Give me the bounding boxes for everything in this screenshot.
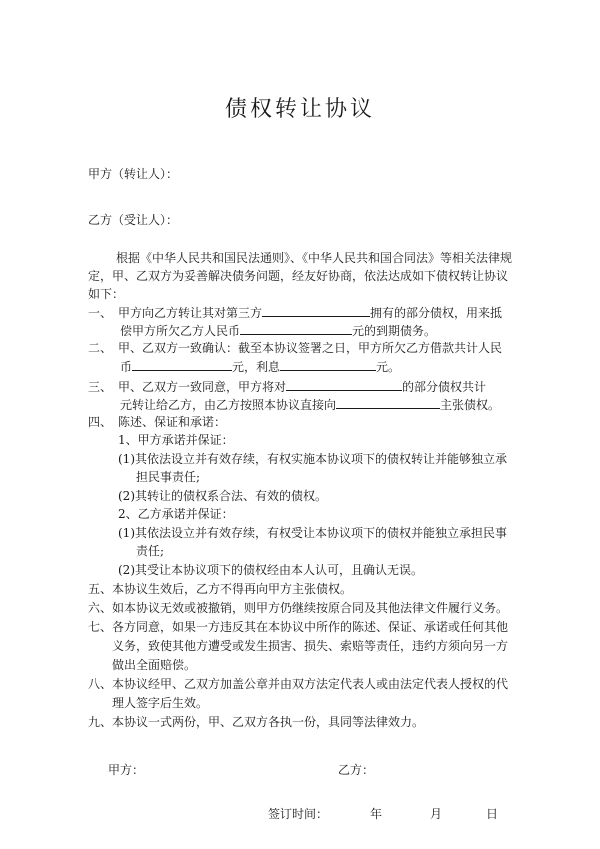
signing-year: 年 bbox=[370, 807, 383, 821]
clause-2-text-c: 元，利息 bbox=[232, 360, 281, 374]
clause-7-text-1: 各方同意，如果一方违反其在本协议中所作的陈述、保证、承诺或任何其他 bbox=[112, 620, 509, 634]
clause-4-heading bbox=[88, 414, 226, 430]
clause-7-line-2: 义务，致使其他方遭受或发生损害、损失、索赔等责任，违约方须向另一方 bbox=[112, 639, 509, 653]
clause-2-line-1 bbox=[88, 340, 502, 356]
signing-month: 月 bbox=[430, 807, 443, 821]
party-b-warranty-1-line-1: (1)其依法设立并有效存续，有权受让本协议项下的债权并能独立承担民事 bbox=[118, 526, 508, 540]
clause-3-text-a: 甲、乙双方一致同意，甲方将对 bbox=[118, 380, 287, 394]
clause-2-line-2 bbox=[120, 358, 400, 375]
signature-party-a: 甲方： bbox=[108, 763, 145, 777]
clause-1-text-a: 甲方向乙方转让其对第三方 bbox=[118, 306, 263, 320]
clause-1-text-b: 拥有的部分债权，用来抵 bbox=[370, 306, 503, 320]
signing-date-label: 签订时间： bbox=[268, 807, 329, 821]
clause-9 bbox=[88, 714, 424, 730]
clause-6-text: 如本协议无效或被撤销，则甲方仍继续按原合同及其他法律文件履行义务。 bbox=[112, 601, 509, 615]
clause-2-number: 二、 bbox=[88, 341, 113, 355]
party-b-warranty-1-line-2: 责任; bbox=[136, 544, 165, 558]
clause-3-text-b: 的部分债权共计 bbox=[402, 380, 487, 394]
signing-day: 日 bbox=[486, 807, 499, 821]
loan-amount-blank[interactable] bbox=[132, 358, 232, 371]
clause-1-number: 一、 bbox=[88, 306, 113, 320]
interest-amount-blank[interactable] bbox=[280, 358, 376, 371]
clause-4-number: 四、 bbox=[88, 415, 113, 429]
clause-7-number: 七、 bbox=[88, 620, 113, 634]
clause-8-text-1: 本协议经甲、乙双方加盖公章并由双方法定代表人或由法定代表人授权的代 bbox=[112, 677, 509, 691]
clause-1-text-c: 偿甲方所欠乙方人民币 bbox=[120, 324, 241, 338]
clause-3-text-d: 主张债权。 bbox=[440, 398, 501, 412]
party-b-warranty-2: (2)其受让本协议项下的债权经由本人认可，且确认无误。 bbox=[118, 563, 424, 577]
clause-1-line-2 bbox=[120, 322, 436, 339]
clause-3-number: 三、 bbox=[88, 380, 113, 394]
clause-8-line-2: 理人签字后生效。 bbox=[112, 696, 209, 710]
party-a-warranty-1-line-2: 担民事责任; bbox=[136, 470, 201, 484]
clause-7-line-1 bbox=[88, 619, 508, 635]
clause-3-line-1 bbox=[88, 378, 486, 395]
party-a-label: 甲方（转让人）： bbox=[88, 167, 179, 181]
clause-6-number: 六、 bbox=[88, 601, 113, 615]
clause-5 bbox=[88, 581, 352, 597]
third-party-blank[interactable] bbox=[262, 304, 370, 317]
debtor-blank[interactable] bbox=[286, 378, 402, 391]
preamble-line-1: 根据《中华人民共和国民法通则》、《中华人民共和国合同法》等相关法律规 bbox=[116, 251, 513, 265]
clause-2-text-b: 币 bbox=[120, 360, 133, 374]
clause-3-text-c: 元转让给乙方，由乙方按照本协议直接向 bbox=[120, 398, 337, 412]
party-a-warranty-2: (2)其转让的债权系合法、有效的债权。 bbox=[118, 489, 327, 503]
preamble-line-2: 定，甲、乙双方为妥善解决债务问题，经友好协商，依法达成如下债权转让协议 bbox=[88, 269, 509, 283]
party-a-warranty-heading: 1、甲方承诺并保证： bbox=[118, 433, 234, 447]
preamble-line-3: 如下： bbox=[88, 287, 125, 301]
party-b-warranty-heading: 2、乙方承诺并保证： bbox=[118, 507, 234, 521]
clause-8-line-1 bbox=[88, 676, 508, 692]
party-a-warranty-1-line-1: (1)其依法设立并有效存续，有权实施本协议项下的债权转让并能够独立承 bbox=[118, 452, 508, 466]
clause-5-number: 五、 bbox=[88, 582, 113, 596]
clause-1-text-d: 元的到期债务。 bbox=[352, 324, 437, 338]
clause-7-line-3: 做出全面赔偿。 bbox=[112, 658, 197, 672]
clause-2-text-a: 甲、乙双方一致确认：截至本协议签署之日，甲方所欠乙方借款共计人民 bbox=[118, 341, 503, 355]
party-b-label: 乙方（受让人）： bbox=[88, 213, 179, 227]
clause-6 bbox=[88, 600, 508, 616]
clause-2-text-d: 元。 bbox=[376, 360, 401, 374]
clause-4-heading-text: 陈述、保证和承诺： bbox=[118, 415, 227, 429]
claim-target-blank[interactable] bbox=[336, 396, 440, 409]
clause-8-number: 八、 bbox=[88, 677, 113, 691]
signature-party-b: 乙方： bbox=[338, 763, 375, 777]
clause-9-number: 九、 bbox=[88, 715, 113, 729]
clause-5-text: 本协议生效后，乙方不得再向甲方主张债权。 bbox=[112, 582, 353, 596]
clause-3-line-2 bbox=[120, 396, 500, 413]
document-title: 债权转让协议 bbox=[224, 97, 375, 122]
clause-1-line-1 bbox=[88, 304, 502, 321]
clause-9-text: 本协议一式两份，甲、乙双方各执一份，具同等法律效力。 bbox=[112, 715, 425, 729]
debt-amount-blank[interactable] bbox=[240, 322, 352, 335]
